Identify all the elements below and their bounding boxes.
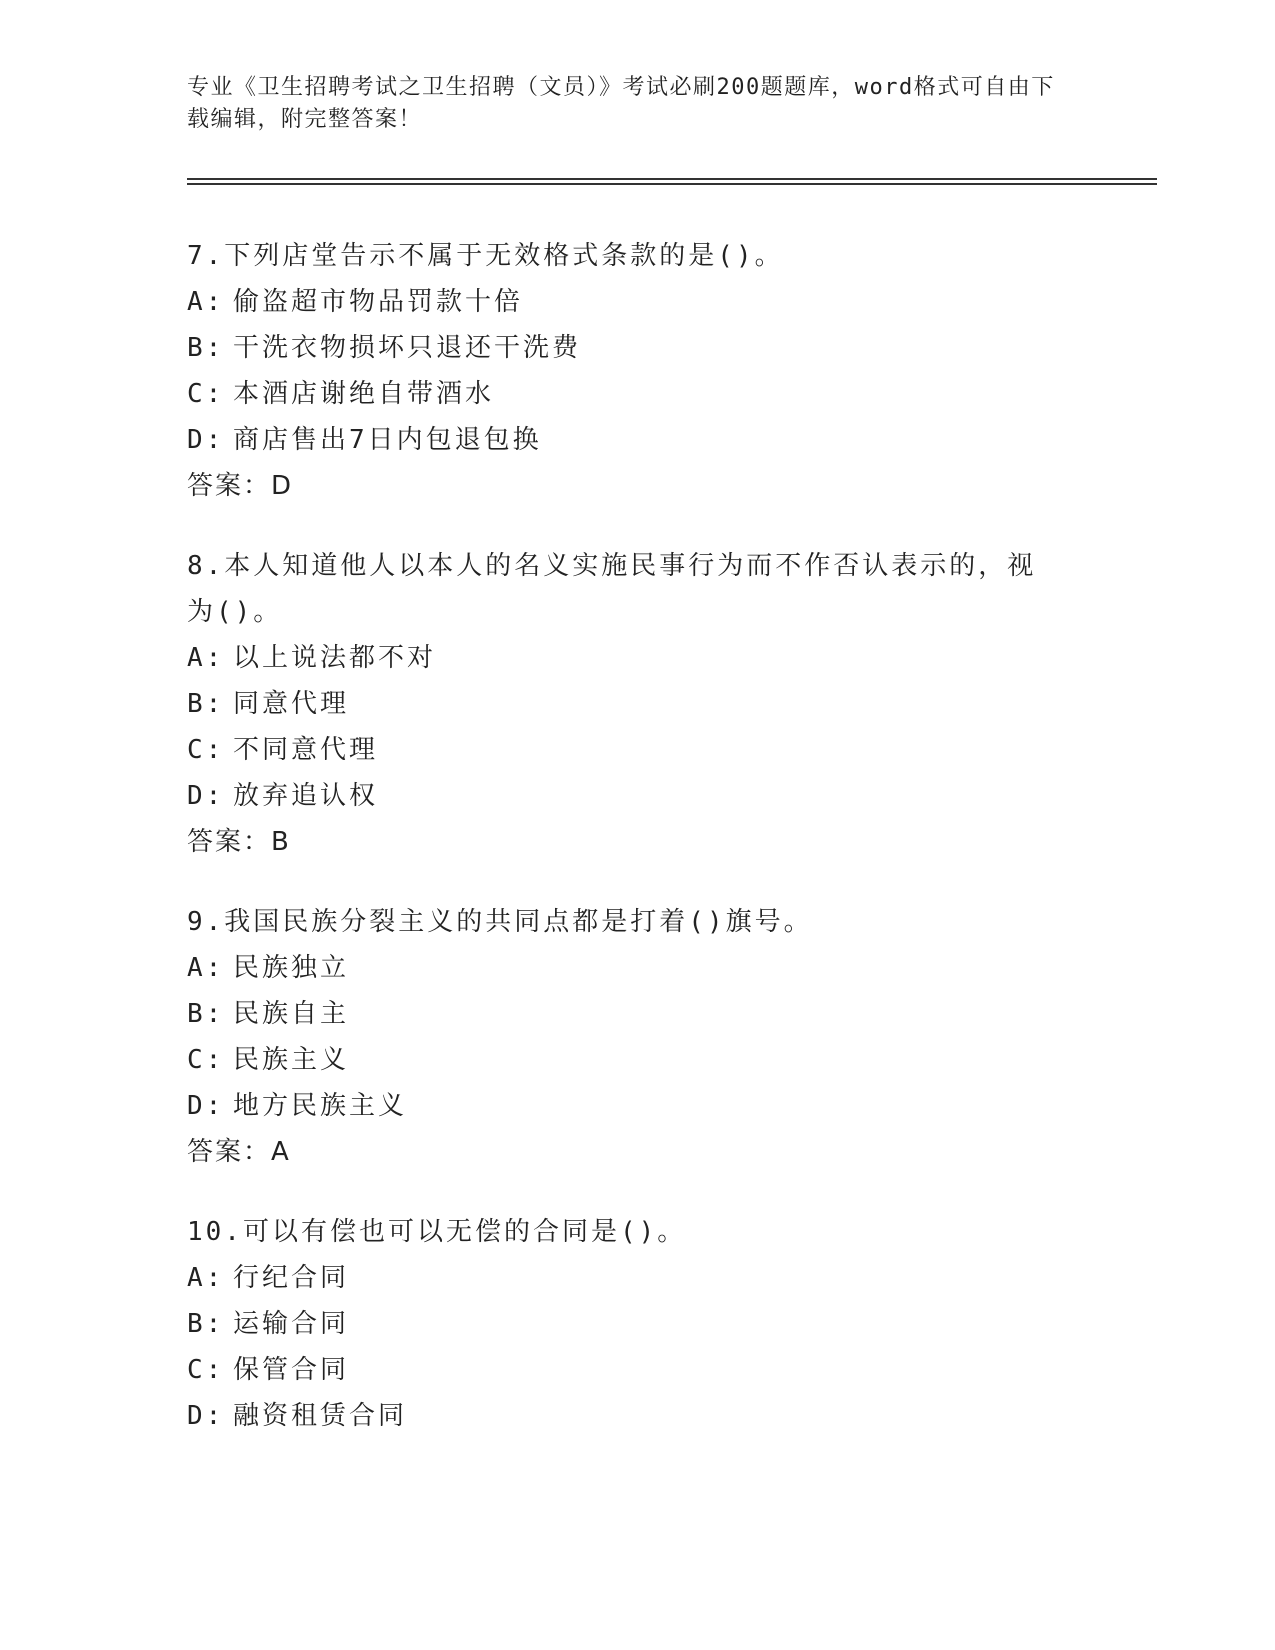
option-d: [187, 417, 1087, 463]
option-text: 偷盗超市物品罚款十倍: [233, 287, 524, 317]
option-text: 放弃追认权: [233, 781, 379, 811]
option-key: B:: [187, 689, 225, 719]
option-key: B:: [187, 999, 225, 1029]
option-key: C:: [187, 735, 225, 765]
option-key: C:: [187, 1355, 225, 1385]
option-b: [187, 991, 1087, 1037]
option-text: 地方民族主义: [233, 1091, 408, 1121]
option-key: A:: [187, 953, 225, 983]
option-c: [187, 727, 1087, 773]
question-list: [187, 233, 1087, 1473]
option-text: 行纪合同: [233, 1263, 350, 1293]
question-stem: 7.下列店堂告示不属于无效格式条款的是()。: [187, 241, 784, 271]
answer-line: 答案：D: [187, 471, 294, 501]
option-a: [187, 1255, 1087, 1301]
option-d: [187, 1393, 1087, 1439]
option-text: 同意代理: [233, 689, 350, 719]
question-item: [187, 233, 1087, 509]
option-a: [187, 279, 1087, 325]
document-header: 专业《卫生招聘考试之卫生招聘（文员）》考试必刷200题题库，word格式可自由下载编辑，附完整答案！: [187, 75, 1055, 132]
option-text: 不同意代理: [233, 735, 379, 765]
option-key: D:: [187, 1401, 225, 1431]
question-stem: 10.可以有偿也可以无偿的合同是()。: [187, 1217, 687, 1247]
option-b: [187, 681, 1087, 727]
option-text: 民族自主: [233, 999, 350, 1029]
option-text: 保管合同: [233, 1355, 350, 1385]
option-text: 运输合同: [233, 1309, 350, 1339]
option-text: 融资租赁合同: [233, 1401, 408, 1431]
option-a: [187, 635, 1087, 681]
option-text: 民族主义: [233, 1045, 350, 1075]
option-key: B:: [187, 333, 225, 363]
option-text: 民族独立: [233, 953, 350, 983]
option-c: [187, 1037, 1087, 1083]
option-c: [187, 1347, 1087, 1393]
option-d: [187, 773, 1087, 819]
option-key: C:: [187, 379, 225, 409]
option-b: [187, 325, 1087, 371]
option-key: A:: [187, 287, 225, 317]
option-key: D:: [187, 781, 225, 811]
option-key: C:: [187, 1045, 225, 1075]
option-key: A:: [187, 1263, 225, 1293]
question-stem: 8.本人知道他人以本人的名义实施民事行为而不作否认表示的，视为()。: [187, 551, 1037, 627]
option-text: 本酒店谢绝自带酒水: [233, 379, 495, 409]
header-divider-bottom: [187, 183, 1157, 185]
option-text: 以上说法都不对: [233, 643, 437, 673]
option-key: D:: [187, 1091, 225, 1121]
option-d: [187, 1083, 1087, 1129]
answer-line: 答案：B: [187, 827, 291, 857]
option-c: [187, 371, 1087, 417]
option-key: D:: [187, 425, 225, 455]
option-b: [187, 1301, 1087, 1347]
header-divider-top: [187, 178, 1157, 180]
question-item: [187, 543, 1087, 865]
question-item: [187, 1209, 1087, 1439]
option-a: [187, 945, 1087, 991]
answer-line: 答案：A: [187, 1137, 291, 1167]
option-text: 干洗衣物损坏只退还干洗费: [233, 333, 582, 363]
option-key: A:: [187, 643, 225, 673]
question-item: [187, 899, 1087, 1175]
option-text: 商店售出7日内包退包换: [233, 425, 542, 455]
option-key: B:: [187, 1309, 225, 1339]
question-stem: 9.我国民族分裂主义的共同点都是打着()旗号。: [187, 907, 813, 937]
